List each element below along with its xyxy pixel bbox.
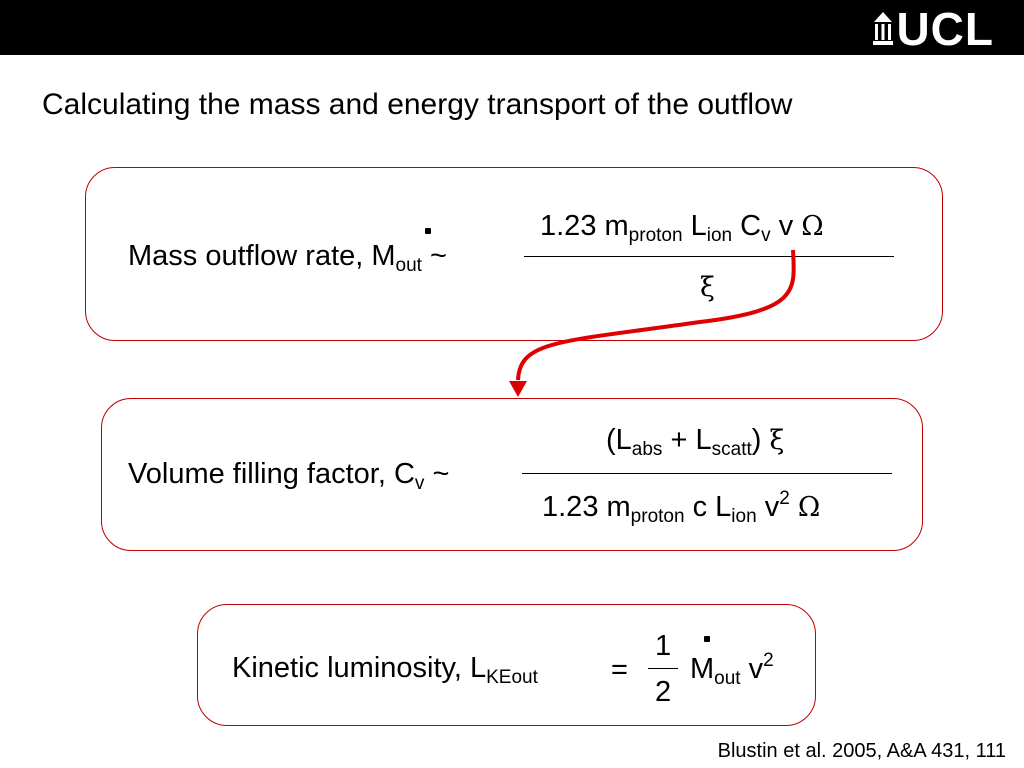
citation: Blustin et al. 2005, A&A 431, 111 bbox=[717, 740, 1006, 762]
logo-text: UCL bbox=[896, 3, 994, 55]
kinetic-mass-term: $M_{out}$ $v^2$ bbox=[690, 650, 774, 689]
volume-filling-fraction-bar bbox=[522, 473, 892, 474]
kinetic-luminosity-label: Kinetic luminosity, $L_{KEout}$ bbox=[232, 652, 538, 688]
time-derivative-dot bbox=[704, 636, 710, 642]
volume-filling-label: Volume filling factor, $C_v$ ~ bbox=[128, 458, 450, 494]
volume-filling-denominator: 1.23 $m_{proton}$ c $L_{ion}$ $v^2$ Ω bbox=[542, 488, 821, 527]
mass-outflow-label: Mass outflow rate, $M_{out}$ ~ bbox=[128, 240, 447, 276]
mass-outflow-denominator: ξ bbox=[700, 272, 715, 303]
volume-filling-numerator: $(L_{abs} + L_{scatt})$ ξ bbox=[606, 424, 785, 460]
equals-sign: = bbox=[611, 654, 628, 686]
mass-outflow-numerator: 1.23 $m_{proton}$ $L_{ion}$ $C_v$ v Ω bbox=[540, 210, 824, 246]
half-denominator: 2 bbox=[655, 676, 672, 708]
half-numerator: 1 bbox=[655, 630, 672, 662]
half-fraction-bar bbox=[648, 668, 678, 669]
page-title: Calculating the mass and energy transport of the outflow bbox=[42, 88, 793, 121]
